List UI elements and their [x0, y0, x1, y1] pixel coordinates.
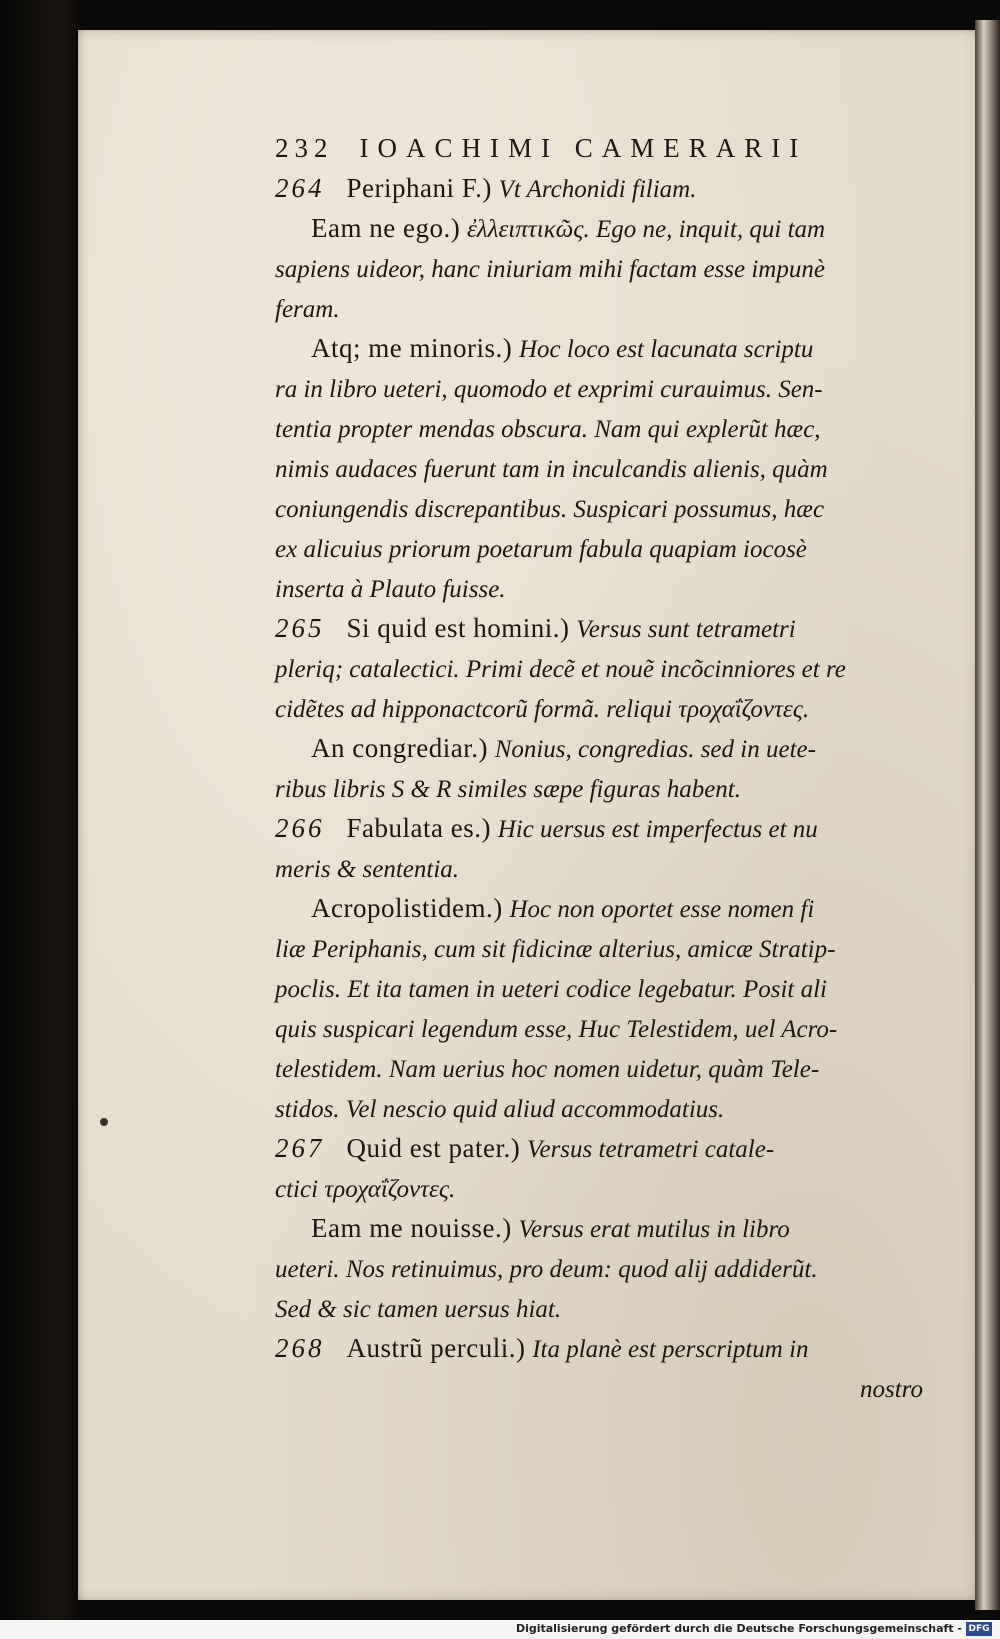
text-line: cidẽtes ad hipponactcorũ formã. reliqui τροχαΐζοντες.: [275, 696, 810, 723]
page-edge: [975, 20, 1000, 1610]
text-line: inserta à Plauto fuisse.: [275, 576, 506, 603]
text-line: Eam me nouisse.) Versus erat mutilus in libro: [311, 1213, 790, 1243]
text-line: stidos. Vel nescio quid aliud accommodatius.: [275, 1096, 725, 1123]
text-line: Atq; me minoris.) Hoc loco est lacunata scriptu: [311, 333, 814, 363]
text-line: telestidem. Nam uerius hoc nomen uidetur, quàm Tele-: [275, 1056, 820, 1083]
page-number: 232: [275, 133, 334, 163]
text-line: 264 Periphani F.) Vt Archonidi filiam.: [275, 173, 697, 203]
text-line: Acropolistidem.) Hoc non oportet esse nomen fi: [311, 893, 815, 923]
text-line: ex alicuius priorum poetarum fabula quapiam iocosè: [275, 536, 807, 563]
text-line: pleriq; catalectici. Primi decẽ et nouẽ incõcinniores et re: [275, 656, 846, 683]
text-line: An congrediar.) Nonius, congredias. sed in uete-: [311, 733, 816, 763]
text-line: ueteri. Nos retinuimus, pro deum: quod alij addiderũt.: [275, 1256, 818, 1283]
text-line: poclis. Et ita tamen in ueteri codice legebatur. Posit ali: [275, 976, 827, 1003]
margin-mark: [100, 1118, 108, 1126]
text-line: sapiens uideor, hanc iniuriam mihi factam esse impunè: [275, 256, 825, 283]
text-line: tentia propter mendas obscura. Nam qui explerũt hæc,: [275, 416, 821, 443]
text-line: ra in libro ueteri, quomodo et exprimi curauimus. Sen-: [275, 376, 823, 403]
text-line: ctici τροχαΐζοντες.: [275, 1176, 456, 1203]
text-line: 268 Austrũ perculi.) Ita planè est perscriptum in: [275, 1333, 809, 1363]
text-line: feram.: [275, 296, 340, 323]
text-line: Sed & sic tamen uersus hiat.: [275, 1296, 562, 1323]
text-line: nimis audaces fuerunt tam in inculcandis alienis, quàm: [275, 456, 828, 483]
text-line: quis suspicari legendum esse, Huc Telestidem, uel Acro-: [275, 1016, 838, 1043]
text-line: 266 Fabulata es.) Hic uersus est imperfectus et nu: [275, 813, 818, 843]
running-header: [275, 128, 807, 168]
running-head-title: IOACHIMI CAMERARII: [359, 133, 808, 163]
text-line: meris & sententia.: [275, 856, 460, 883]
footer-bar: [0, 1620, 1000, 1639]
footer-credit: Digitalisierung gefördert durch die Deutsche Forschungsgemeinschaft -: [515, 1622, 962, 1635]
text-line: liæ Periphanis, cum sit fidicinæ alterius, amicæ Stratip-: [275, 936, 836, 963]
text-line: 267 Quid est pater.) Versus tetrametri catale-: [275, 1133, 775, 1163]
text-line: 265 Si quid est homini.) Versus sunt tetrametri: [275, 613, 796, 643]
dfg-logo: DFG: [966, 1622, 992, 1636]
text-line: Eam ne ego.) ἐλλειπτικῶς. Ego ne, inquit, qui tam: [311, 213, 826, 243]
text-line: coniungendis discrepantibus. Suspicari possumus, hæc: [275, 496, 825, 523]
text-line: ribus libris S & R similes sæpe figuras habent.: [275, 776, 742, 803]
catchword: nostro: [860, 1376, 923, 1403]
